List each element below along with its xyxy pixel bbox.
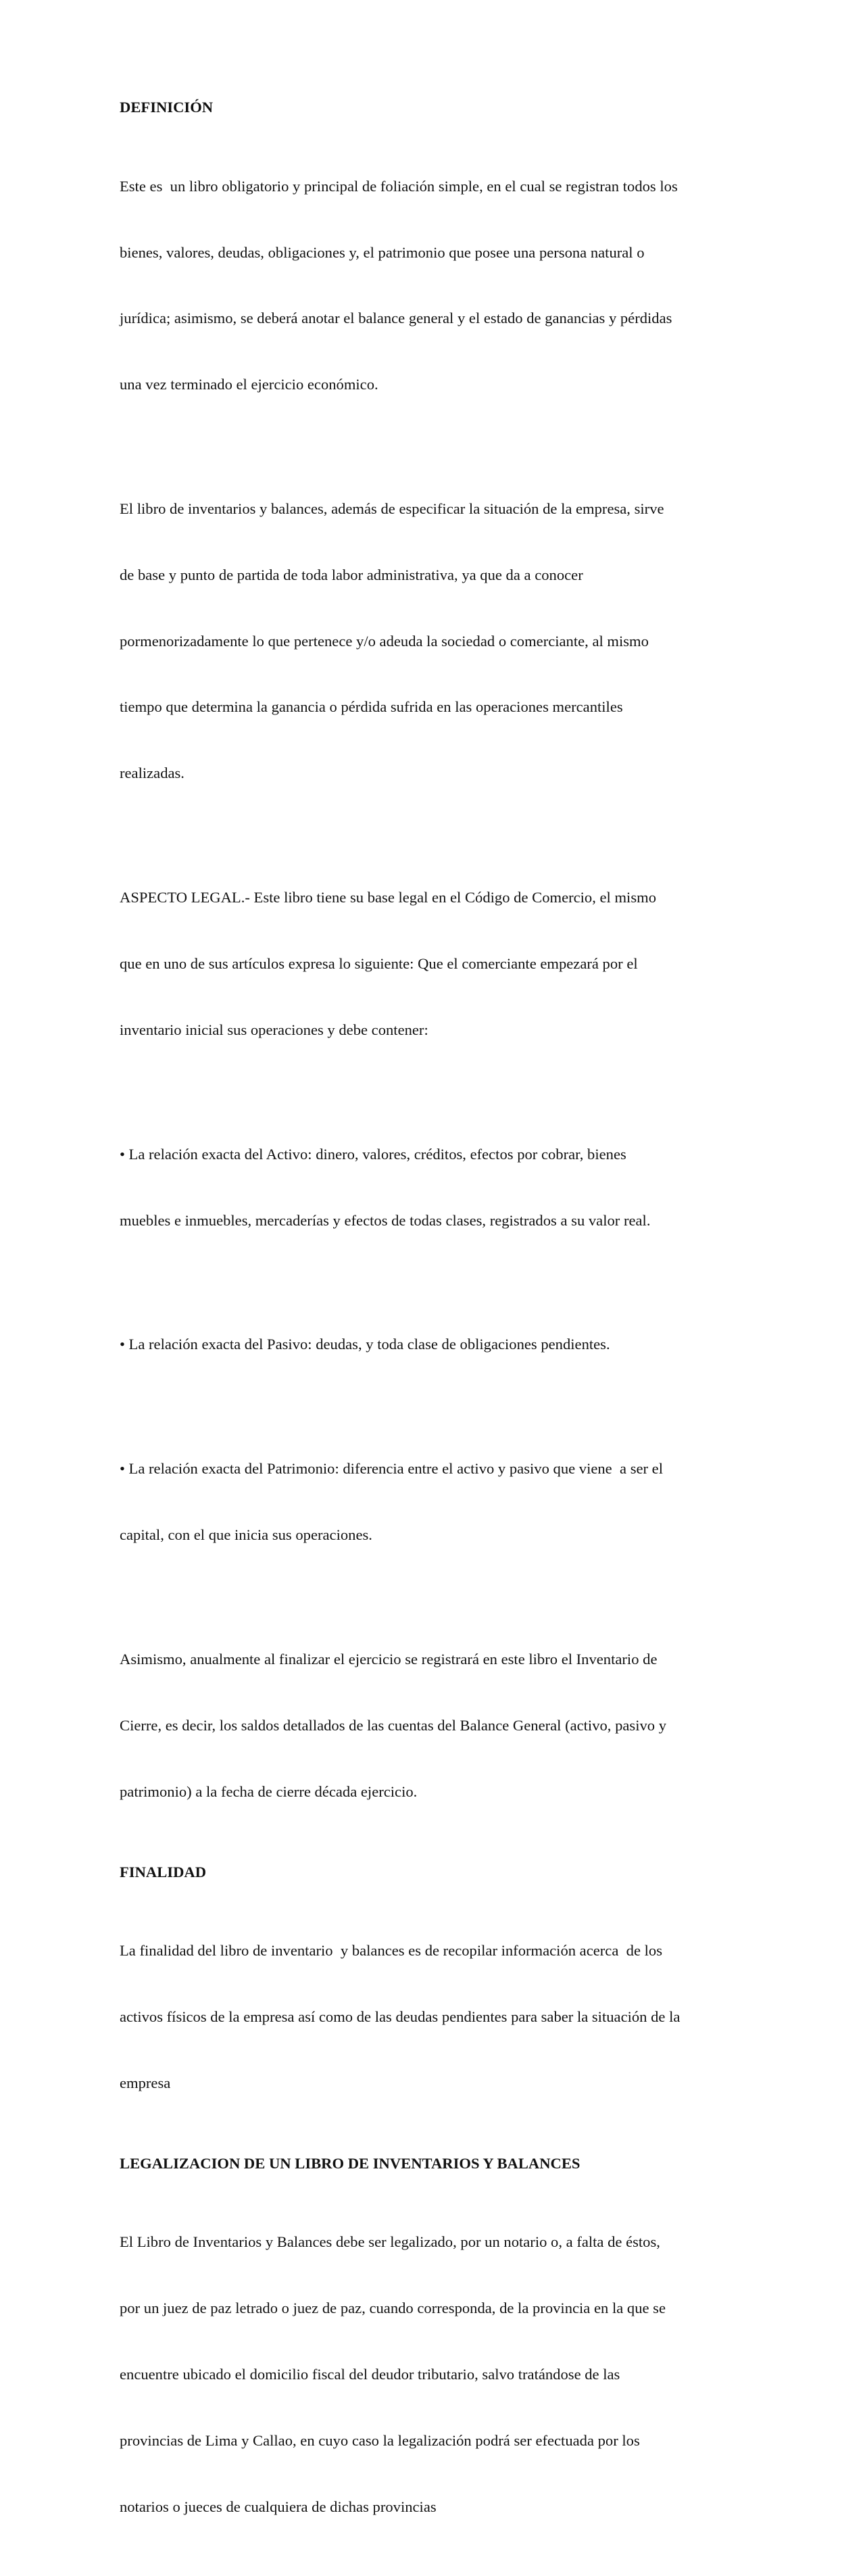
text-line: de base y punto de partida de toda labor administrativa, ya que da a conocer	[120, 566, 583, 583]
paragraph-libro-inventarios	[120, 454, 747, 829]
text-line: El libro de inventarios y balances, además de especificar la situación de la empresa, sirve	[120, 500, 664, 518]
text-line: una vez terminado el ejercicio económico.	[120, 376, 378, 393]
paragraph-inventario-cierre	[120, 1605, 747, 1847]
text-line: capital, con el que inicia sus operaciones.	[120, 1526, 372, 1544]
text-line: provincias de Lima y Callao, en cuyo caso la legalización podrá ser efectuada por los	[120, 2431, 640, 2449]
text-line: notarios o jueces de cualquiera de dichas provincias	[120, 2498, 437, 2515]
text-line: por un juez de paz letrado o juez de paz, cuando corresponda, de la provincia en la que se	[120, 2300, 666, 2317]
heading-definicion: DEFINICIÓN	[120, 99, 214, 116]
paragraph-aspecto-legal	[120, 843, 747, 1086]
paragraph-finalidad	[120, 1896, 747, 2139]
text-line: inventario inicial sus operaciones y debe contener:	[120, 1021, 428, 1038]
document-body	[120, 97, 747, 2576]
paragraph-legalizacion	[120, 2187, 747, 2562]
text-line: • La relación exacta del Patrimonio: diferencia entre el activo y pasivo que viene a ser el	[120, 1460, 663, 1478]
text-line: realizadas.	[120, 764, 184, 782]
text-line: • La relación exacta del Activo: dinero, valores, créditos, efectos por cobrar, bienes	[120, 1145, 626, 1163]
text-line: • La relación exacta del Pasivo: deudas, y toda clase de obligaciones pendientes.	[120, 1336, 610, 1353]
text-line: Asimismo, anualmente al finalizar el ejercicio se registrará en este libro el Inventario de	[120, 1651, 658, 1668]
text-line: pormenorizadamente lo que pertenece y/o adeuda la sociedad o comerciante, al mismo	[120, 632, 649, 650]
text-line: ASPECTO LEGAL.- Este libro tiene su base legal en el Código de Comercio, el mismo	[120, 889, 656, 906]
text-line: Cierre, es decir, los saldos detallados de las cuentas del Balance General (activo, pasivo y	[120, 1716, 667, 1734]
heading-legalizacion: LEGALIZACION DE UN LIBRO DE INVENTARIOS Y BALANCES	[120, 2154, 580, 2172]
bullet-patrimonio	[120, 1414, 747, 1590]
text-line: bienes, valores, deudas, obligaciones y, el patrimonio que posee una persona natural o	[120, 243, 645, 261]
text-line: patrimonio) a la fecha de cierre década ejercicio.	[120, 1782, 418, 1800]
paragraph-definicion	[120, 132, 747, 440]
text-line: jurídica; asimismo, se deberá anotar el balance general y el estado de ganancias y pérdidas	[120, 310, 672, 327]
text-line: encuentre ubicado el domicilio fiscal del deudor tributario, salvo tratándose de las	[120, 2366, 620, 2383]
text-line: Este es un libro obligatorio y principal de foliación simple, en el cual se registran todos los	[120, 177, 678, 195]
text-line: que en uno de sus artículos expresa lo siguiente: Que el comerciante empezará por el	[120, 954, 638, 972]
text-line: tiempo que determina la ganancia o pérdida sufrida en las operaciones mercantiles	[120, 698, 623, 716]
bullet-pasivo	[120, 1290, 747, 1400]
text-line: muebles e inmuebles, mercaderías y efectos de todas clases, registrados a su valor real.	[120, 1211, 651, 1229]
heading-finalidad: FINALIDAD	[120, 1863, 207, 1880]
text-line: empresa	[120, 2074, 171, 2091]
text-line: La finalidad del libro de inventario y balances es de recopilar información acerca de los	[120, 1942, 662, 1960]
text-line: El Libro de Inventarios y Balances debe ser legalizado, por un notario o, a falta de éstos,	[120, 2233, 660, 2251]
text-line: activos físicos de la empresa así como de las deudas pendientes para saber la situación de la	[120, 2008, 681, 2026]
bullet-activo	[120, 1100, 747, 1276]
